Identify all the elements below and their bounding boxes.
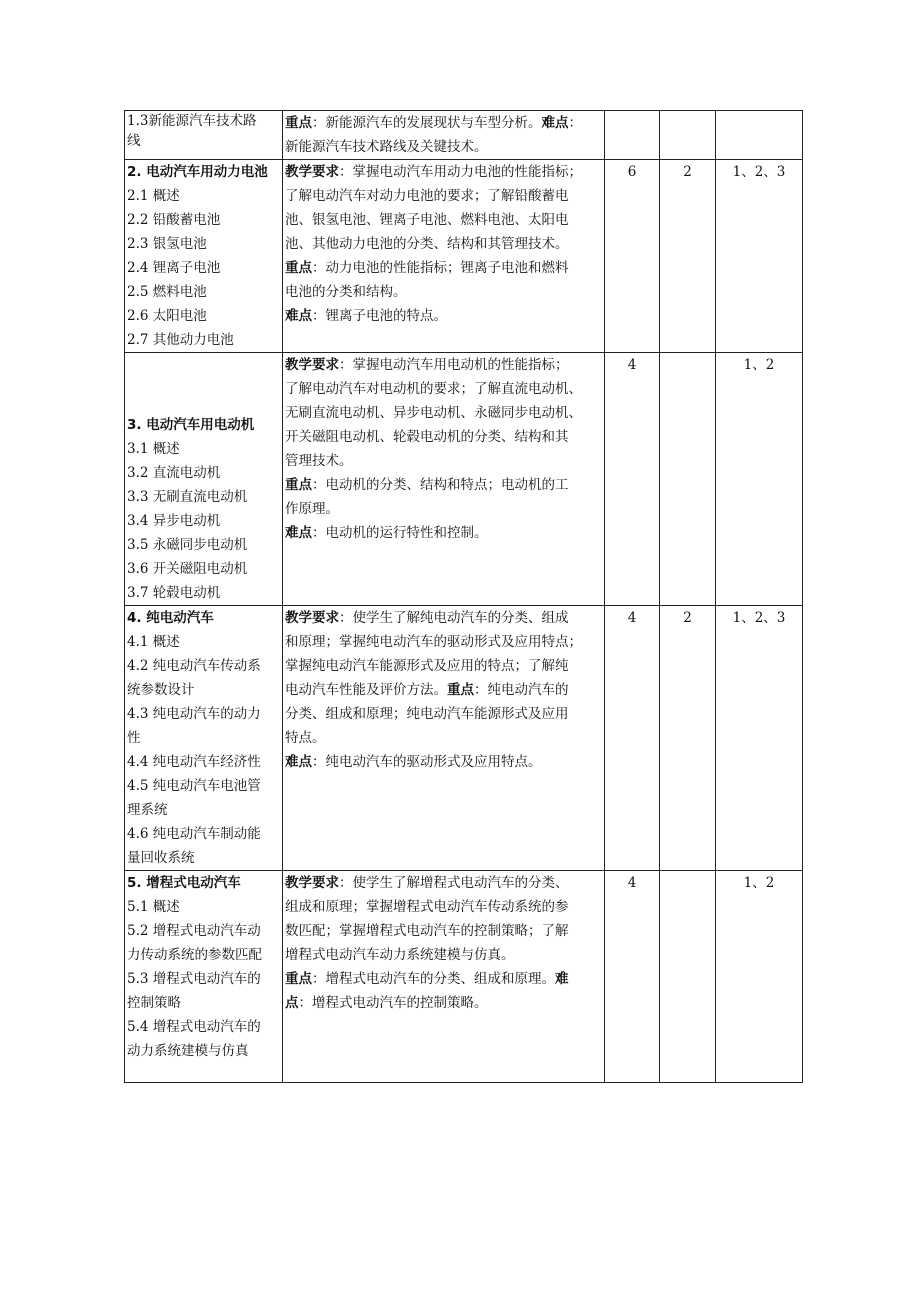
description-text: ：新能源汽车的发展现状与车型分析。 <box>312 115 542 131</box>
chapter-heading: 2. 电动汽车用动力电池 <box>127 164 268 180</box>
emphasis-label: 教学要求 <box>285 164 339 180</box>
description-text: ：电动机的分类、结构和特点；电动机的工 <box>312 477 569 493</box>
objectives-cell: 1、2 <box>716 871 803 1083</box>
course-outline-table <box>124 110 803 1083</box>
description-text: 无刷直流电动机、异步电动机、永磁同步电动机、 <box>285 405 582 421</box>
description-text: 特点。 <box>285 730 326 746</box>
description-text: ：增程式电动汽车的分类、组成和原理。 <box>312 971 555 987</box>
description-line <box>285 353 602 377</box>
emphasis-label: 教学要求 <box>285 610 339 626</box>
description-line <box>285 401 602 425</box>
hours-cell: 4 <box>605 871 660 1083</box>
emphasis-label: 重点 <box>285 971 312 987</box>
topic-item: 5.2 增程式电动汽车动 <box>127 923 261 939</box>
description-line <box>285 377 602 401</box>
objectives-cell: 1、2、3 <box>716 606 803 871</box>
description-text: 了解电动汽车对电动机的要求；了解直流电动机、 <box>285 381 582 397</box>
description-text: 池、银氢电池、锂离子电池、燃料电池、太阳电 <box>285 212 569 228</box>
emphasis-label: 难点 <box>285 308 312 324</box>
topic-item: 3.1 概述 <box>127 441 180 457</box>
description-line <box>285 184 602 208</box>
description-text: ：锂离子电池的特点。 <box>312 308 447 324</box>
practice-hours-cell: 2 <box>660 606 716 871</box>
description-text: ：增程式电动汽车的控制策略。 <box>298 995 488 1011</box>
hours-cell: 4 <box>605 606 660 871</box>
topic-item: 3.4 异步电动机 <box>127 513 221 529</box>
description-line <box>285 895 602 919</box>
emphasis-label: 难点 <box>541 115 569 131</box>
chapter-heading: 5. 增程式电动汽车 <box>127 875 241 891</box>
teaching-requirements-cell <box>283 871 605 1083</box>
description-line <box>285 304 602 328</box>
topic-item: 统参数设计 <box>127 682 195 698</box>
description-text: ：使学生了解纯电动汽车的分类、组成 <box>339 610 569 626</box>
table-row <box>125 871 803 1083</box>
topic-item: 2.5 燃料电池 <box>127 284 207 300</box>
topic-item: 1.3新能源汽车技术路 <box>127 113 257 129</box>
chapter-topics-cell <box>125 606 283 871</box>
topic-item: 5.1 概述 <box>127 899 180 915</box>
topic-item: 3.5 永磁同步电动机 <box>127 537 248 553</box>
topic-item: 2.2 铅酸蓄电池 <box>127 212 221 228</box>
description-text: 分类、组成和原理；纯电动汽车能源形式及应用 <box>285 706 569 722</box>
topic-item: 4.2 纯电动汽车传动系 <box>127 658 261 674</box>
practice-hours-cell <box>660 353 716 606</box>
chapter-topics-cell <box>125 353 283 606</box>
description-line <box>285 111 602 135</box>
description-line <box>285 967 602 991</box>
description-line <box>285 654 602 678</box>
topic-item: 力传动系统的参数匹配 <box>127 947 262 963</box>
emphasis-label: 点 <box>285 995 299 1011</box>
description-text: ：动力电池的性能指标；锂离子电池和燃料 <box>312 260 569 276</box>
hours-cell: 4 <box>605 353 660 606</box>
description-line <box>285 232 602 256</box>
description-text: ：电动机的运行特性和控制。 <box>312 525 488 541</box>
topic-item: 4.1 概述 <box>127 634 180 650</box>
description-text: 池、其他动力电池的分类、结构和其管理技术。 <box>285 236 569 252</box>
topic-item: 4.6 纯电动汽车制动能 <box>127 826 261 842</box>
topic-item: 性 <box>127 730 141 746</box>
topic-item: 量回收系统 <box>127 850 195 866</box>
topic-item: 4.5 纯电动汽车电池管 <box>127 778 261 794</box>
description-text: ：掌握电动汽车用动力电池的性能指标； <box>339 164 582 180</box>
topic-item: 3.6 开关磁阻电动机 <box>127 561 248 577</box>
description-text: 掌握纯电动汽车能源形式及应用的特点；了解纯 <box>285 658 569 674</box>
description-text: 作原理。 <box>285 501 339 517</box>
topic-item: 2.4 锂离子电池 <box>127 260 221 276</box>
description-line <box>285 425 602 449</box>
description-text: 增程式电动汽车动力系统建模与仿真。 <box>285 947 515 963</box>
description-text: 开关磁阻电动机、轮毂电动机的分类、结构和其 <box>285 429 569 445</box>
description-text: ：使学生了解增程式电动汽车的分类、 <box>339 875 569 891</box>
hours-cell <box>605 111 660 160</box>
description-line <box>285 135 602 159</box>
chapter-topics-cell <box>125 871 283 1083</box>
teaching-requirements-cell <box>283 353 605 606</box>
description-line <box>285 521 602 545</box>
description-text: ：纯电动汽车的 <box>474 682 569 698</box>
chapter-heading: 3. 电动汽车用电动机 <box>127 417 255 433</box>
emphasis-label: 重点 <box>447 682 474 698</box>
description-text: 管理技术。 <box>285 453 353 469</box>
description-line <box>285 280 602 304</box>
table-row <box>125 160 803 353</box>
description-line <box>285 449 602 473</box>
emphasis-label: 重点 <box>285 477 312 493</box>
description-text: 了解电动汽车对动力电池的要求；了解铅酸蓄电 <box>285 188 569 204</box>
description-line <box>285 473 602 497</box>
teaching-requirements-cell <box>283 111 605 160</box>
topic-item: 控制策略 <box>127 995 181 1011</box>
objectives-cell: 1、2、3 <box>716 160 803 353</box>
description-text: 新能源汽车技术路线及关键技术。 <box>285 139 488 155</box>
practice-hours-cell <box>660 871 716 1083</box>
description-line <box>285 919 602 943</box>
chapter-heading: 4. 纯电动汽车 <box>127 610 214 626</box>
teaching-requirements-cell <box>283 606 605 871</box>
topic-item: 理系统 <box>127 802 168 818</box>
emphasis-label: 重点 <box>285 115 312 131</box>
emphasis-label: 难点 <box>285 754 312 770</box>
objectives-cell: 1、2 <box>716 353 803 606</box>
description-line <box>285 630 602 654</box>
topic-item: 4.3 纯电动汽车的动力 <box>127 706 261 722</box>
topic-item: 3.7 轮毂电动机 <box>127 585 221 601</box>
chapter-topics-cell <box>125 160 283 353</box>
description-line <box>285 726 602 750</box>
practice-hours-cell <box>660 111 716 160</box>
description-line <box>285 606 602 630</box>
practice-hours-cell: 2 <box>660 160 716 353</box>
emphasis-label: 教学要求 <box>285 357 339 373</box>
emphasis-label: 重点 <box>285 260 312 276</box>
hours-cell: 6 <box>605 160 660 353</box>
topic-item: 3.3 无刷直流电动机 <box>127 489 248 505</box>
description-line <box>285 160 602 184</box>
objectives-cell <box>716 111 803 160</box>
description-text: 电池的分类和结构。 <box>285 284 407 300</box>
description-line <box>285 991 602 1015</box>
description-text: 和原理；掌握纯电动汽车的驱动形式及应用特点； <box>285 634 582 650</box>
chapter-topics-cell <box>125 111 283 160</box>
description-text: ： <box>568 115 582 131</box>
description-text: 数匹配；掌握增程式电动汽车的控制策略；了解 <box>285 923 569 939</box>
topic-item: 2.6 太阳电池 <box>127 308 207 324</box>
description-line <box>285 750 602 774</box>
topic-item: 动力系统建模与仿真 <box>127 1043 249 1059</box>
table-body <box>125 111 803 1083</box>
description-text: ：纯电动汽车的驱动形式及应用特点。 <box>312 754 542 770</box>
description-line <box>285 871 602 895</box>
description-text: ：掌握电动汽车用电动机的性能指标； <box>339 357 569 373</box>
emphasis-label: 难点 <box>285 525 312 541</box>
topic-item: 2.1 概述 <box>127 188 180 204</box>
description-line <box>285 678 602 702</box>
description-line <box>285 702 602 726</box>
description-text: 电动汽车性能及评价方法。 <box>285 682 447 698</box>
teaching-requirements-cell <box>283 160 605 353</box>
topic-item: 2.3 银氢电池 <box>127 236 207 252</box>
emphasis-label: 教学要求 <box>285 875 339 891</box>
description-line <box>285 497 602 521</box>
topic-item: 5.4 增程式电动汽车的 <box>127 1019 261 1035</box>
topic-item: 线 <box>127 133 141 149</box>
description-line <box>285 256 602 280</box>
emphasis-label: 难 <box>555 971 569 987</box>
topic-item: 5.3 增程式电动汽车的 <box>127 971 261 987</box>
table-row <box>125 606 803 871</box>
topic-item: 3.2 直流电动机 <box>127 465 221 481</box>
table-row <box>125 353 803 606</box>
description-text: 组成和原理；掌握增程式电动汽车传动系统的参 <box>285 899 569 915</box>
topic-item: 2.7 其他动力电池 <box>127 332 234 348</box>
topic-item: 4.4 纯电动汽车经济性 <box>127 754 261 770</box>
description-line <box>285 943 602 967</box>
description-line <box>285 208 602 232</box>
table-row <box>125 111 803 160</box>
